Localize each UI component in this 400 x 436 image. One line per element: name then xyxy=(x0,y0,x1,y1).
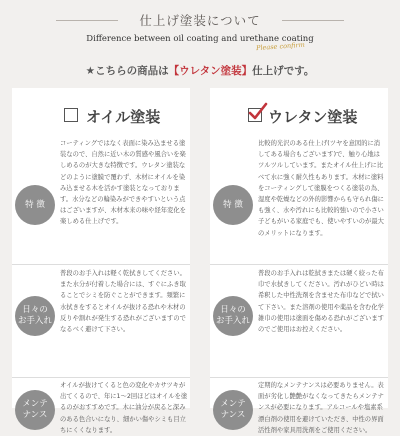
panel-title: ウレタン塗装 xyxy=(268,108,358,126)
maintenance-badge-label: メンテ ナンス xyxy=(220,399,246,420)
title-divider-right xyxy=(282,20,344,21)
features-text: 比較的光沢のある仕上げ(ツヤを意図的に消してある場合もございます)で、触り心地はツルツルしています。またオイル仕上げに比べて水に強く耐久性もあります。木材に塗料をコーティングして塗膜をつくる塗装の為、湿度や乾燥などの外的影響からも守られ傷にも強く、水や汚れにも比較的強いので小さい子どもがいる家庭でも、使いやすいのが最大のメリットになります。 xyxy=(258,140,384,237)
lead-prefix: ★こちらの商品は xyxy=(85,65,169,77)
maintenance-section xyxy=(210,380,388,434)
daily-care-badge-label: 日々の お手入れ xyxy=(215,305,250,326)
panel-heading xyxy=(210,106,388,130)
page-subtitle: Difference between oil coating and urethane coating xyxy=(86,34,314,44)
maintenance-section xyxy=(12,380,190,434)
script-caption: Please confirm xyxy=(255,40,306,53)
maintenance-text: 定期的なメンテナンスは必要ありません。表面が劣化し艶艶がなくなってきたらメンテナンスが必要になります。アルコールや塩素系漂白剤の使用を避けていただき、中性の界面活性剤や家具用洗剤をご使用ください。 xyxy=(258,382,384,434)
checked-checkbox-icon xyxy=(248,108,262,122)
daily-care-text: 普段のお手入れは乾拭きまたは硬く絞った布巾で水拭きしてください。汚れがひどい時は希釈した中性洗剤を含ませた布巾などで拭いて下さい。また溶剤の使用や薬品を含む化学雑巾の使用は塗面を傷める恐れがございますのでご使用はお控えください。 xyxy=(258,270,384,334)
title-row xyxy=(0,11,400,29)
features-section xyxy=(12,138,190,262)
section-divider xyxy=(210,264,388,265)
maintenance-text: オイルが抜けてくると色の変化やカサツキが出てくるので、年に1〜2回ほどはオイルを塗るのがおすすめです。木に油分が戻ると深みのある色合いになり、細かい傷やシミも目立ちにくくなります。 xyxy=(60,382,188,434)
page-header xyxy=(0,0,400,62)
daily-care-section xyxy=(12,268,190,376)
daily-care-badge xyxy=(15,296,55,336)
features-section xyxy=(210,138,388,262)
lead-highlight: 【ウレタン塗装】 xyxy=(168,65,253,77)
features-badge: 特 徴 xyxy=(15,185,55,225)
panel-title: オイル塗装 xyxy=(86,108,161,126)
section-divider xyxy=(12,264,190,265)
maintenance-badge xyxy=(15,390,55,430)
panel-heading xyxy=(12,106,190,130)
maintenance-badge xyxy=(213,390,253,430)
daily-care-text: 普段のお手入れは軽く乾拭きしてください。 また水分が付着した場合には、すぐにふき取ることでシミを防ぐことができます。頻繁に水拭きをするとオイルが抜ける恐れや木材の反りや割れが発生する恐れがございますのでなるべく避けて下さい。 xyxy=(60,270,186,334)
urethane-coating-panel xyxy=(210,88,388,434)
daily-care-section xyxy=(210,268,388,376)
features-badge: 特 徴 xyxy=(213,185,253,225)
daily-care-badge xyxy=(213,296,253,336)
checkmark-icon xyxy=(247,102,267,122)
features-text: コーティングではなく表面に染み込ませる塗装なので、自然に近い木の質感や風合いを楽しめるのが大きな特徴です。ウレタン塗装などのように塗膜で覆わず、木材にオイルを染み込ませる木を活かす塗装となっております。水分などの輪染みができやすいという点はございますが、木材本来の味や経年変化を楽しめる仕上げです。 xyxy=(60,140,186,226)
maintenance-badge-label: メンテ ナンス xyxy=(22,399,48,420)
section-divider xyxy=(12,377,190,378)
lead-notice xyxy=(0,63,400,78)
lead-suffix: 仕上げです。 xyxy=(252,65,315,77)
oil-coating-panel xyxy=(12,88,190,434)
page-title: 仕上げ塗装について xyxy=(139,13,261,28)
daily-care-badge-label: 日々の お手入れ xyxy=(17,305,52,326)
unchecked-checkbox-icon xyxy=(64,108,78,122)
section-divider xyxy=(210,377,388,378)
